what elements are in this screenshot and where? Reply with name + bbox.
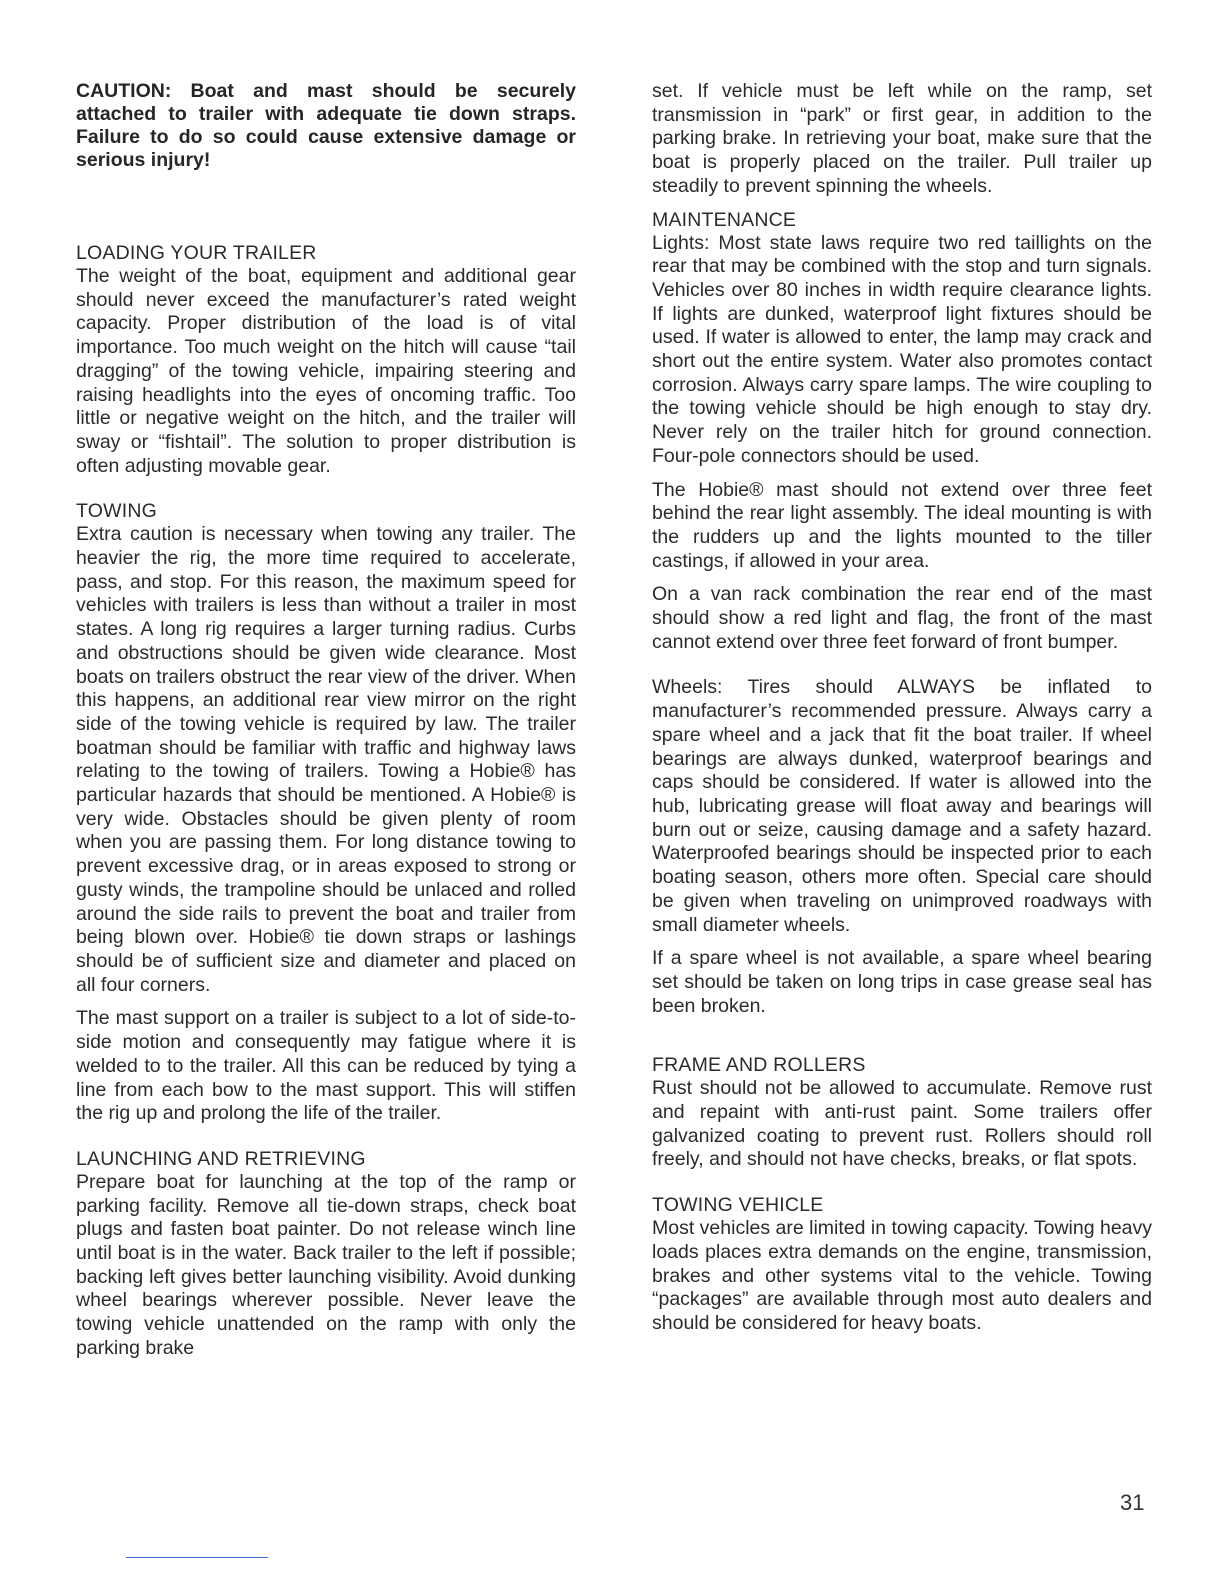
wheels-text: Wheels: Tires should ALWAYS be inflated to manufacturer’s recommended pressure. Always carry a spare wheel and a jack that fit the boat trailer. If wheel bearings are always dunked, waterproof bearings and caps should be considered. If water is allowed into the hub, lubricating grease will float away and bearings will burn out or seize, causing damage and a safety hazard. Waterproofed bearings should be inspected prior to each boating season, others more often. Special care should be given when traveling on unimproved roadways with small diameter wheels. <box>652 676 1152 936</box>
page-number: 31 <box>1120 1490 1145 1515</box>
hobie-mast-text: The Hobie® mast should not extend over three feet behind the rear light assembly. The ideal mounting is with the rudders up and the lights mounted to the tiller castings, if allowed in your area. <box>652 478 1152 572</box>
towing-text: Extra caution is necessary when towing any trailer. The heavier the rig, the more time required to accelerate, pass, and stop. For this reason, the maximum speed for vehicles with trailers is less than without a trailer in most states. A long rig requires a larger turning radius. Curbs and obstructions should be given wide clearance. Most boats on trailers obstruct the rear view of the driver. When this happens, an additional rear view mirror on the right side of the towing vehicle is required by law. The trailer boatman should be familiar with traffic and highway laws relating to the towing of trailers. Towing a Hobie® has particular hazards that should be mentioned. A Hobie® is very wide. Obstacles should be given plenty of room when you are passing them. For long distance towing to prevent excessive drag, or in areas exposed to strong or gusty winds, the trampoline should be unlaced and rolled around the side rails to prevent the boat and trailer from being blown over. Hobie® tie down straps or lashings should be of sufficient size and diameter and placed on all four corners. <box>76 523 576 996</box>
caution-notice: CAUTION: Boat and mast should be securely attached to trailer with adequate tie down straps. Failure to do so could cause extensive damage or serious injury! <box>76 80 576 171</box>
right-column <box>652 80 1152 1336</box>
maintenance-heading: MAINTENANCE <box>652 208 797 231</box>
van-rack-text: On a van rack combination the rear end of the mast should show a red light and flag, the front of the mast cannot extend over three feet forward of front bumper. <box>652 583 1152 653</box>
loading-heading: LOADING YOUR TRAILER <box>76 242 317 264</box>
mast-support-text: The mast support on a trailer is subject to a lot of side-to-side motion and consequently may fatigue where it is welded to to the trailer. All this can be reduced by tying a line from each bow to the mast support. This will stiffen the rig up and prolong the life of the trailer. <box>76 1007 576 1125</box>
launching-text-left: Prepare boat for launching at the top of the ramp or parking facility. Remove all tie-down straps, check boat plugs and fasten boat painter. Do not release winch line until boat is in the water. Back trailer to the left if possible; backing left gives better launching visibility. Avoid dunking wheel bearings wherever possible. Never leave the towing vehicle unattended on the ramp with only the parking brake <box>76 1170 576 1359</box>
launching-heading: LAUNCHING AND RETRIEVING <box>76 1147 366 1170</box>
towing-heading: TOWING <box>76 500 157 523</box>
frame-heading: FRAME AND ROLLERS <box>652 1054 866 1077</box>
towing-vehicle-heading: TOWING VEHICLE <box>652 1194 824 1217</box>
frame-text: Rust should not be allowed to accumulate. Remove rust and repaint with anti-rust paint. Some trailers offer galvanized coating to prevent rust. Rollers should roll freely, and should not have checks, breaks, or flat spots. <box>652 1077 1152 1171</box>
towing-vehicle-text: Most vehicles are limited in towing capacity. Towing heavy loads places extra demands on the engine, transmission, brakes and other systems vital to the vehicle. Towing “packages” are available through most auto dealers and should be considered for heavy boats. <box>652 1217 1153 1334</box>
spare-wheel-text: If a spare wheel is not available, a spare wheel bearing set should be taken on long trips in case grease seal has been broken. <box>652 947 1152 1017</box>
lights-text: Lights: Most state laws require two red taillights on the rear that may be combined with the stop and turn signals. Vehicles over 80 inches in width require clearance lights. If lights are dunked, waterproof light fixtures should be used. If water is allowed to enter, the lamp may crack and short out the entire system. Water also promotes contact corrosion. Always carry spare lamps. The wire coupling to the towing vehicle should be high enough to stay dry. Never rely on the trailer hitch for ground connection. Four-pole connectors should be used. <box>652 231 1152 467</box>
footer-rule <box>126 1557 268 1558</box>
launching-text-right: set. If vehicle must be left while on the ramp, set transmission in “park” or first gear, in addition to the parking brake. In retrieving your boat, make sure that the boat is properly placed on the trailer. Pull trailer up steadily to prevent spinning the wheels. <box>652 80 1152 197</box>
left-column <box>76 80 576 1361</box>
loading-text: The weight of the boat, equipment and additional gear should never exceed the manufacturer’s rated weight capacity. Proper distribution of the load is of vital importance. Too much weight on the hitch will cause “tail dragging” of the towing vehicle, impairing steering and raising headlights into the eyes of oncoming traffic. Too little or negative weight on the hitch, and the trailer will sway or “fishtail”. The solution to proper distribution is often adjusting movable gear. <box>76 265 576 477</box>
